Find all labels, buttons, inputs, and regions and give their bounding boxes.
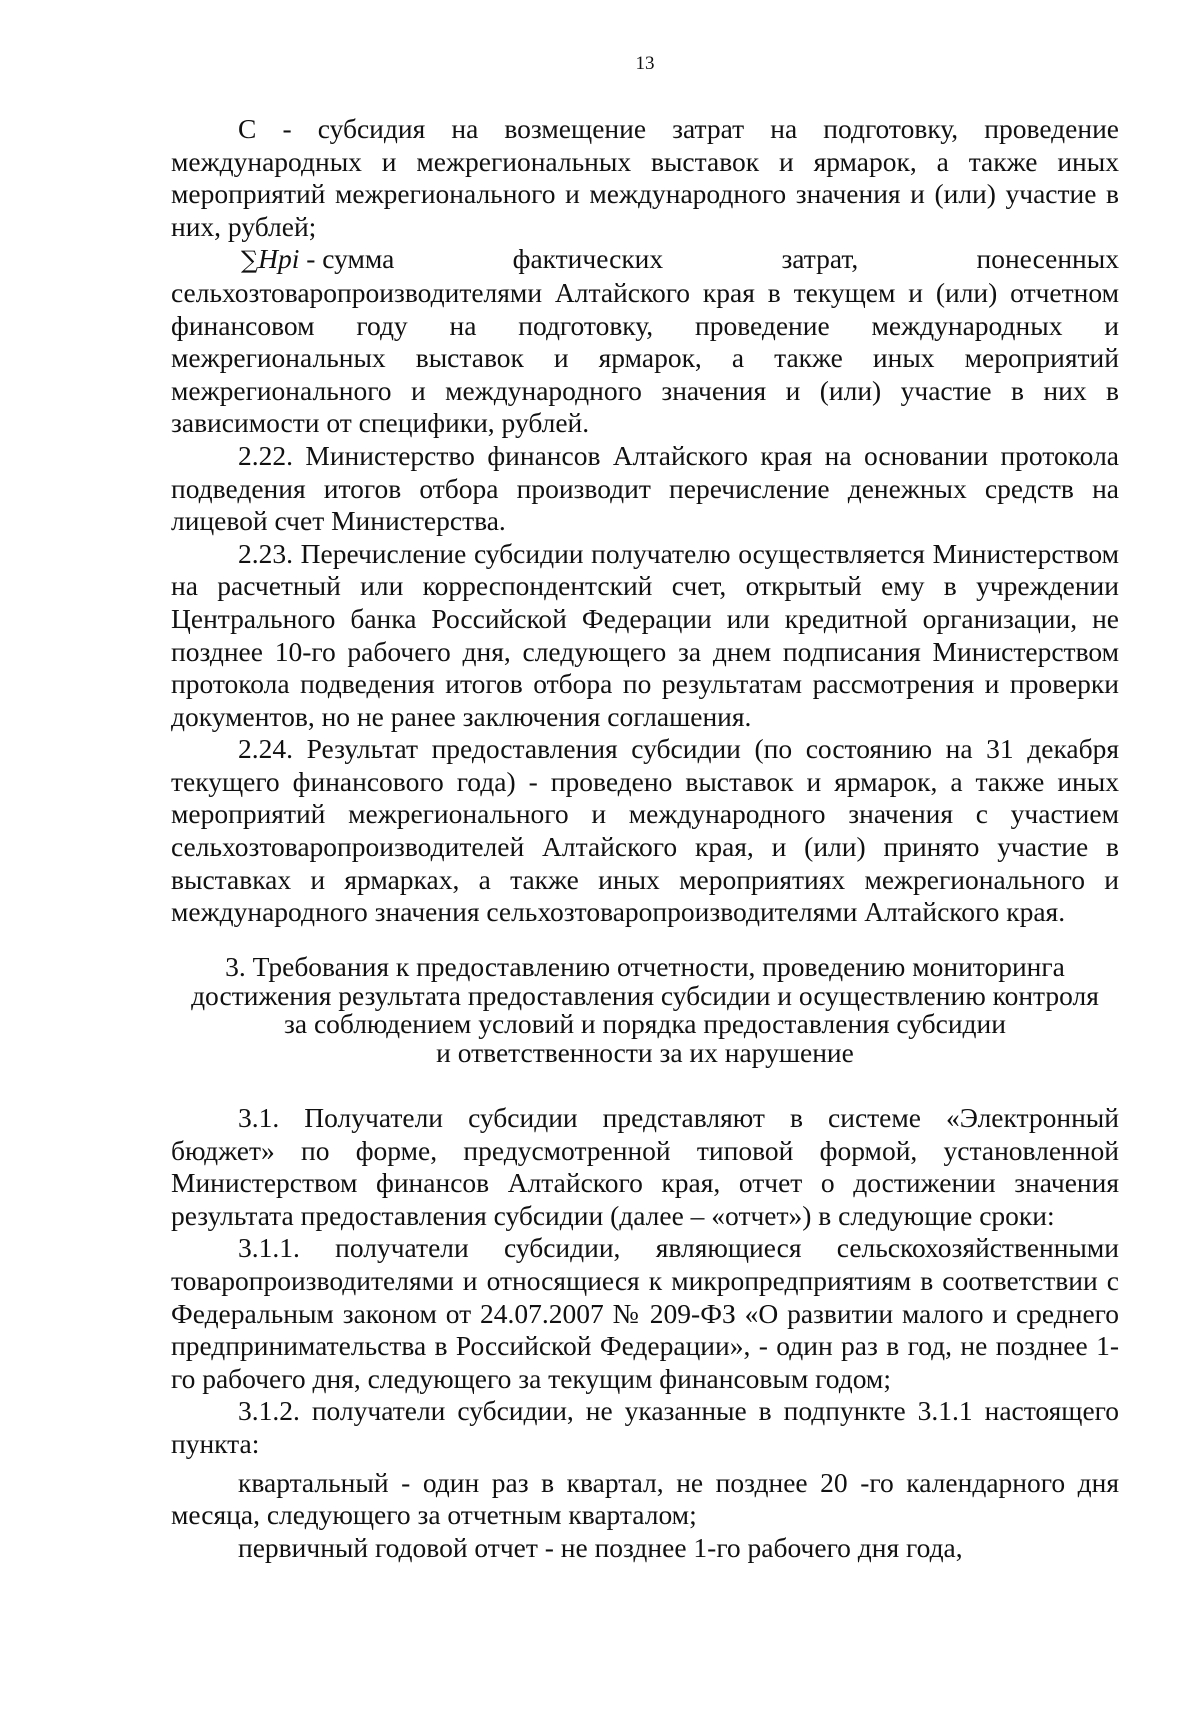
sum-variable: Hpi [258, 243, 300, 275]
sum-symbol-icon: ∑ [241, 246, 259, 275]
paragraph-c-definition: С - субсидия на возмещение затрат на подготовку, проведение международных и межрегиональных выставок и ярмарок, а также иных мероприятий межрегионального и международного значения и (или) участие в них, рублей; [171, 113, 1119, 242]
paragraph-2-22: 2.22. Министерство финансов Алтайского края на основании протокола подведения итогов отбора производит перечисление денежных средств на лицевой счет Министерства. [171, 439, 1119, 537]
section-heading-line-4: и ответственности за их нарушение [436, 1036, 854, 1068]
paragraph-2-24: 2.24. Результат предоставления субсидии (по состоянию на 31 декабря текущего финансового года) - проведено выставок и ярмарок, а также иных мероприятий межрегионального и международного значения с участием сельхозтоваропроизводителей Алтайского края, и (или) принято участие в выставках и ярмарках, а также иных мероприятиях межрегионального и международного значения сельхозтоваропроизводителями Алтайского края. [171, 733, 1119, 928]
section-2-continuation [171, 113, 1119, 929]
sum-word-2: затрат, [781, 243, 859, 275]
paragraph-3-1-2: 3.1.2. получатели субсидии, не указанные в подпункте 3.1.1 настоящего пункта: [171, 1395, 1119, 1459]
page-number: 13 [635, 53, 655, 74]
sum-term [241, 243, 394, 277]
section-3-body [171, 1102, 1119, 1564]
section-3-heading [171, 953, 1119, 1067]
paragraph-quarterly: квартальный - один раз в квартал, не позднее 20 -го календарного дня месяца, следующего за отчетным кварталом; [171, 1466, 1119, 1531]
paragraph-3-1: 3.1. Получатели субсидии представляют в системе «Электронный бюджет» по форме, предусмотренной типовой формой, установленной Министерством финансов Алтайского края, отчет о достижении значения результата предоставления субсидии (далее – «отчет») в следующие сроки: [171, 1102, 1119, 1231]
sum-word-1: фактических [512, 243, 664, 275]
sum-word-3: понесенных [976, 243, 1119, 275]
paragraph-sum-definition-rest: сельхозтоваропроизводителями Алтайского края в текущем и (или) отчетном финансовом году на подготовку, проведение международных и межрегиональных выставок и ярмарок, а также иных мероприятий межрегионального и международного значения и (или) участие в них в зависимости от специфики, рублей. [171, 276, 1119, 439]
section-heading-line-1: 3. Требования к предоставлению отчетности, проведению мониторинга [225, 951, 1065, 982]
section-heading-line-2: достижения результата предоставления субсидии и осуществлению контроля [191, 979, 1099, 1011]
sum-dash-word: - сумма [306, 243, 395, 275]
paragraph-3-1-1: 3.1.1. получатели субсидии, являющиеся сельскохозяйственными товаропроизводителями и относящиеся к микропредприятиям в соответствии с Федеральным законом от 24.07.2007 № 209-ФЗ «О развитии малого и среднего предпринимательства в Российской Федерации», - один раз в год, не позднее 1-го рабочего дня, следующего за текущим финансовым годом; [171, 1232, 1119, 1394]
paragraph-sum-definition-first-line [171, 243, 1119, 277]
section-heading-line-3: за соблюдением условий и порядка предоставления субсидии [284, 1008, 1006, 1039]
paragraph-annual: первичный годовой отчет - не позднее 1-го рабочего дня года, [238, 1531, 963, 1563]
paragraph-2-23: 2.23. Перечисление субсидии получателю осуществляется Министерством на расчетный или корреспондентский счет, открытый ему в учреждении Центрального банка Российской Федерации или кредитной организации, не позднее 10-го рабочего дня, следующего за днем подписания Министерством протокола подведения итогов отбора по результатам рассмотрения и проверки документов, но не ранее заключения соглашения. [171, 537, 1119, 732]
